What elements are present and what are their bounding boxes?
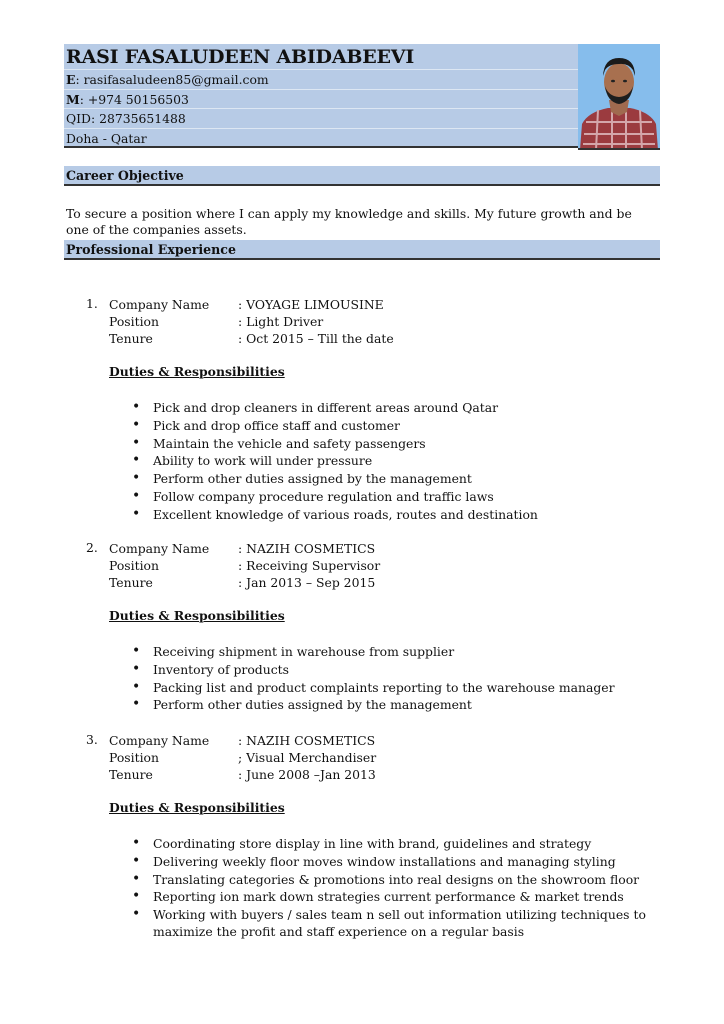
company-label: Company Name xyxy=(109,297,210,312)
email-label: E xyxy=(66,72,76,87)
duty-item: • Pick and drop cleaners in different areas around Qatar xyxy=(132,399,662,417)
duty-item: • Coordinating store display in line with brand, guidelines and strategy xyxy=(132,835,662,853)
tenure-label: Tenure xyxy=(109,575,153,590)
resume-header xyxy=(64,44,660,150)
mobile-value: : +974 50156503 xyxy=(79,91,189,107)
company-row xyxy=(109,296,384,313)
profile-photo xyxy=(578,44,660,150)
mobile-row xyxy=(64,90,578,110)
duties-list xyxy=(132,399,662,524)
qid-row: QID: 28735651488 xyxy=(64,109,578,129)
tenure-row xyxy=(109,330,394,347)
tenure-label: Tenure xyxy=(109,767,153,782)
candidate-name: RASI FASALUDEEN ABIDABEEVI xyxy=(64,44,578,70)
position-label: Position xyxy=(109,314,159,329)
person-portrait-icon xyxy=(578,44,660,150)
duty-item: • Maintain the vehicle and safety passengers xyxy=(132,435,662,453)
duty-item: • Delivering weekly floor moves window installations and managing styling xyxy=(132,853,662,871)
tenure-value: : June 2008 –Jan 2013 xyxy=(238,767,376,782)
duty-item: • Pick and drop office staff and customer xyxy=(132,417,662,435)
company-value: : VOYAGE LIMOUSINE xyxy=(238,297,384,312)
duty-item: • Translating categories & promotions into real designs on the showroom floor xyxy=(132,871,662,889)
position-row xyxy=(109,557,380,574)
company-label: Company Name xyxy=(109,733,210,748)
position-label: Position xyxy=(109,750,159,765)
company-row xyxy=(109,732,375,749)
duties-list xyxy=(132,643,662,714)
mobile-label: M xyxy=(66,91,80,107)
job-number: 1. xyxy=(86,296,98,311)
duties-list xyxy=(132,835,662,940)
duty-item: • Perform other duties assigned by the management xyxy=(132,696,662,714)
company-row xyxy=(109,540,375,557)
duties-heading: Duties & Responsibilities xyxy=(109,608,285,623)
career-objective-heading: Career Objective xyxy=(64,166,660,186)
duty-item: • Ability to work will under pressure xyxy=(132,452,662,470)
contact-block xyxy=(64,44,578,150)
job-number: 3. xyxy=(86,732,98,747)
duties-heading: Duties & Responsibilities xyxy=(109,800,285,815)
duty-item: • Follow company procedure regulation and traffic laws xyxy=(132,488,662,506)
professional-experience-heading: Professional Experience xyxy=(64,240,660,260)
company-label: Company Name xyxy=(109,541,210,556)
duty-item: • Working with buyers / sales team n sell out information utilizing techniques to maximize the profit and staff experience on a regular basis xyxy=(132,906,662,940)
tenure-value: : Oct 2015 – Till the date xyxy=(238,331,394,346)
position-value: : Light Driver xyxy=(238,314,324,329)
job-number: 2. xyxy=(86,540,98,555)
location-row: Doha - Qatar xyxy=(64,129,578,149)
duty-item: • Receiving shipment in warehouse from supplier xyxy=(132,643,662,661)
tenure-label: Tenure xyxy=(109,331,153,346)
email-value: : rasifasaludeen85@gmail.com xyxy=(75,72,269,87)
objective-text: To secure a position where I can apply my knowledge and skills. My future growth and be one of the companies assets. xyxy=(66,206,632,237)
email-row xyxy=(64,70,578,90)
position-value: ; Visual Merchandiser xyxy=(238,750,377,765)
tenure-row xyxy=(109,574,375,591)
position-row xyxy=(109,749,376,766)
position-value: : Receiving Supervisor xyxy=(238,558,381,573)
position-label: Position xyxy=(109,558,159,573)
duty-item: • Inventory of products xyxy=(132,661,662,679)
duty-item: • Packing list and product complaints reporting to the warehouse manager xyxy=(132,679,662,697)
duty-item: • Perform other duties assigned by the management xyxy=(132,470,662,488)
duty-item: • Excellent knowledge of various roads, routes and destination xyxy=(132,506,662,524)
company-value: : NAZIH COSMETICS xyxy=(238,541,376,556)
tenure-row xyxy=(109,766,376,783)
position-row xyxy=(109,313,323,330)
duty-item: • Reporting ion mark down strategies current performance & market trends xyxy=(132,888,662,906)
duties-heading: Duties & Responsibilities xyxy=(109,364,285,379)
company-value: : NAZIH COSMETICS xyxy=(238,733,376,748)
tenure-value: : Jan 2013 – Sep 2015 xyxy=(238,575,376,590)
